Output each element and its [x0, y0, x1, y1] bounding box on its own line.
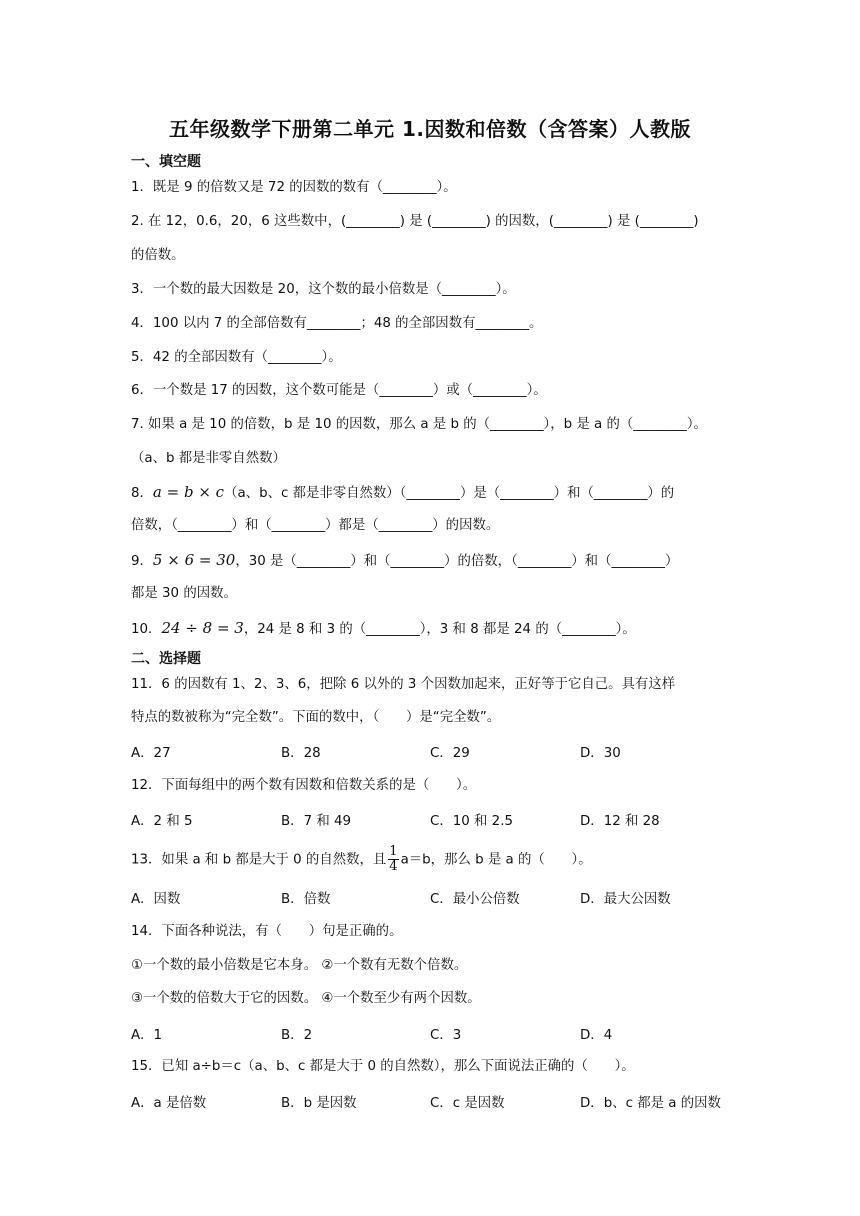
question-8-formula: a = b × c	[152, 483, 225, 501]
section-fill-heading: 一、填空题	[131, 154, 201, 170]
fraction-numerator: 1	[389, 844, 398, 859]
question-11-line-1: 11．6 的因数有 1、2、3、6，把除 6 以外的 3 个因数加起来，正好等于它自己。具有这样	[131, 677, 676, 692]
question-12: 12．下面每组中的两个数有因数和倍数关系的是（ ）。	[131, 778, 477, 793]
q13-option-d: D．最大公因数	[580, 892, 671, 907]
question-11-line-2: 特点的数被称为“完全数”。下面的数中，（ ）是“完全数”。	[131, 710, 501, 725]
question-9-line-1	[131, 550, 678, 572]
q15-option-b: B．b 是因数	[281, 1096, 357, 1111]
question-1: 1．既是 9 的倍数又是 72 的因数的数有（________）。	[131, 180, 457, 195]
q15-option-d: D．b、c 都是 a 的因数	[580, 1096, 721, 1111]
q15-option-a: A．a 是倍数	[131, 1096, 207, 1111]
question-13-text-after: a＝b，那么 b 是 a 的（ ）。	[400, 852, 592, 868]
one-quarter-fraction	[388, 845, 398, 874]
question-14: 14．下面各种说法，有（ ）句是正确的。	[131, 924, 403, 939]
q11-option-d: D．30	[580, 746, 621, 761]
question-8-line-2: 倍数，（________）和（________）都是（________）的因数。	[131, 518, 500, 533]
fraction-denominator: 4	[389, 859, 398, 874]
question-2-line-1: 2. 在 12，0.6，20，6 这些数中，(________) 是 (________) 的因数，(________) 是 (________)	[131, 214, 699, 229]
q11-option-b: B．28	[281, 746, 321, 761]
q14-option-c: C．3	[430, 1028, 462, 1043]
question-7-line-1: 7. 如果 a 是 10 的倍数，b 是 10 的因数，那么 a 是 b 的（________），b 是 a 的（________）。	[131, 417, 707, 432]
q13-option-a: A．因数	[131, 892, 181, 907]
q11-option-c: C．29	[430, 746, 470, 761]
q12-option-d: D．12 和 28	[580, 814, 660, 829]
question-10-text: ，24 是 8 和 3 的（________），3 和 8 都是 24 的（________）。	[243, 622, 636, 637]
q12-option-c: C．10 和 2.5	[430, 814, 513, 829]
question-13	[131, 845, 592, 876]
section-choice-heading: 二、选择题	[131, 651, 201, 667]
q15-option-c: C．c 是因数	[430, 1096, 505, 1111]
question-14-statements-2: ③一个数的倍数大于它的因数。 ④一个数至少有两个因数。	[131, 991, 481, 1006]
question-5: 5．42 的全部因数有（________）。	[131, 350, 342, 365]
question-3: 3．一个数的最大因数是 20，这个数的最小倍数是（________）。	[131, 282, 516, 297]
question-2-line-2: 的倍数。	[131, 248, 185, 263]
q11-option-a: A．27	[131, 746, 171, 761]
page-title: 五年级数学下册第二单元 1.因数和倍数（含答案）人教版	[169, 117, 691, 141]
question-9-formula: 5 × 6 = 30	[152, 551, 236, 569]
question-7-line-2: （a、b 都是非零自然数）	[131, 451, 286, 466]
question-14-statements-1: ①一个数的最小倍数是它本身。 ②一个数有无数个倍数。	[131, 958, 468, 973]
question-8-text: （a、b、c 都是非零自然数）（________）是（________）和（________）的	[224, 486, 675, 501]
question-4: 4．100 以内 7 的全部倍数有________；48 的全部因数有________。	[131, 316, 543, 331]
question-8-line-1	[131, 482, 674, 504]
question-10-formula: 24 ÷ 8 = 3	[161, 619, 244, 637]
q12-option-b: B．7 和 49	[281, 814, 352, 829]
question-9-line-2: 都是 30 的因数。	[131, 586, 237, 601]
q12-option-a: A．2 和 5	[131, 814, 193, 829]
question-6: 6．一个数是 17 的因数，这个数可能是（________）或（________）。	[131, 383, 547, 398]
q13-option-b: B．倍数	[281, 892, 331, 907]
question-10-number: 10．	[131, 622, 162, 637]
question-10	[131, 618, 636, 640]
question-13-text-before: 13．如果 a 和 b 都是大于 0 的自然数，且	[131, 852, 387, 868]
question-9-text: ，30 是（________）和（________）的倍数，（________）和（________）	[235, 554, 679, 569]
q14-option-d: D．4	[580, 1028, 613, 1043]
q14-option-a: A．1	[131, 1028, 163, 1043]
q14-option-b: B．2	[281, 1028, 313, 1043]
question-8-number: 8．	[131, 486, 153, 501]
question-9-number: 9．	[131, 554, 153, 569]
question-15: 15．已知 a÷b＝c（a、b、c 都是大于 0 的自然数），那么下面说法正确的（ ）。	[131, 1059, 635, 1074]
q13-option-c: C．最小公倍数	[430, 892, 520, 907]
